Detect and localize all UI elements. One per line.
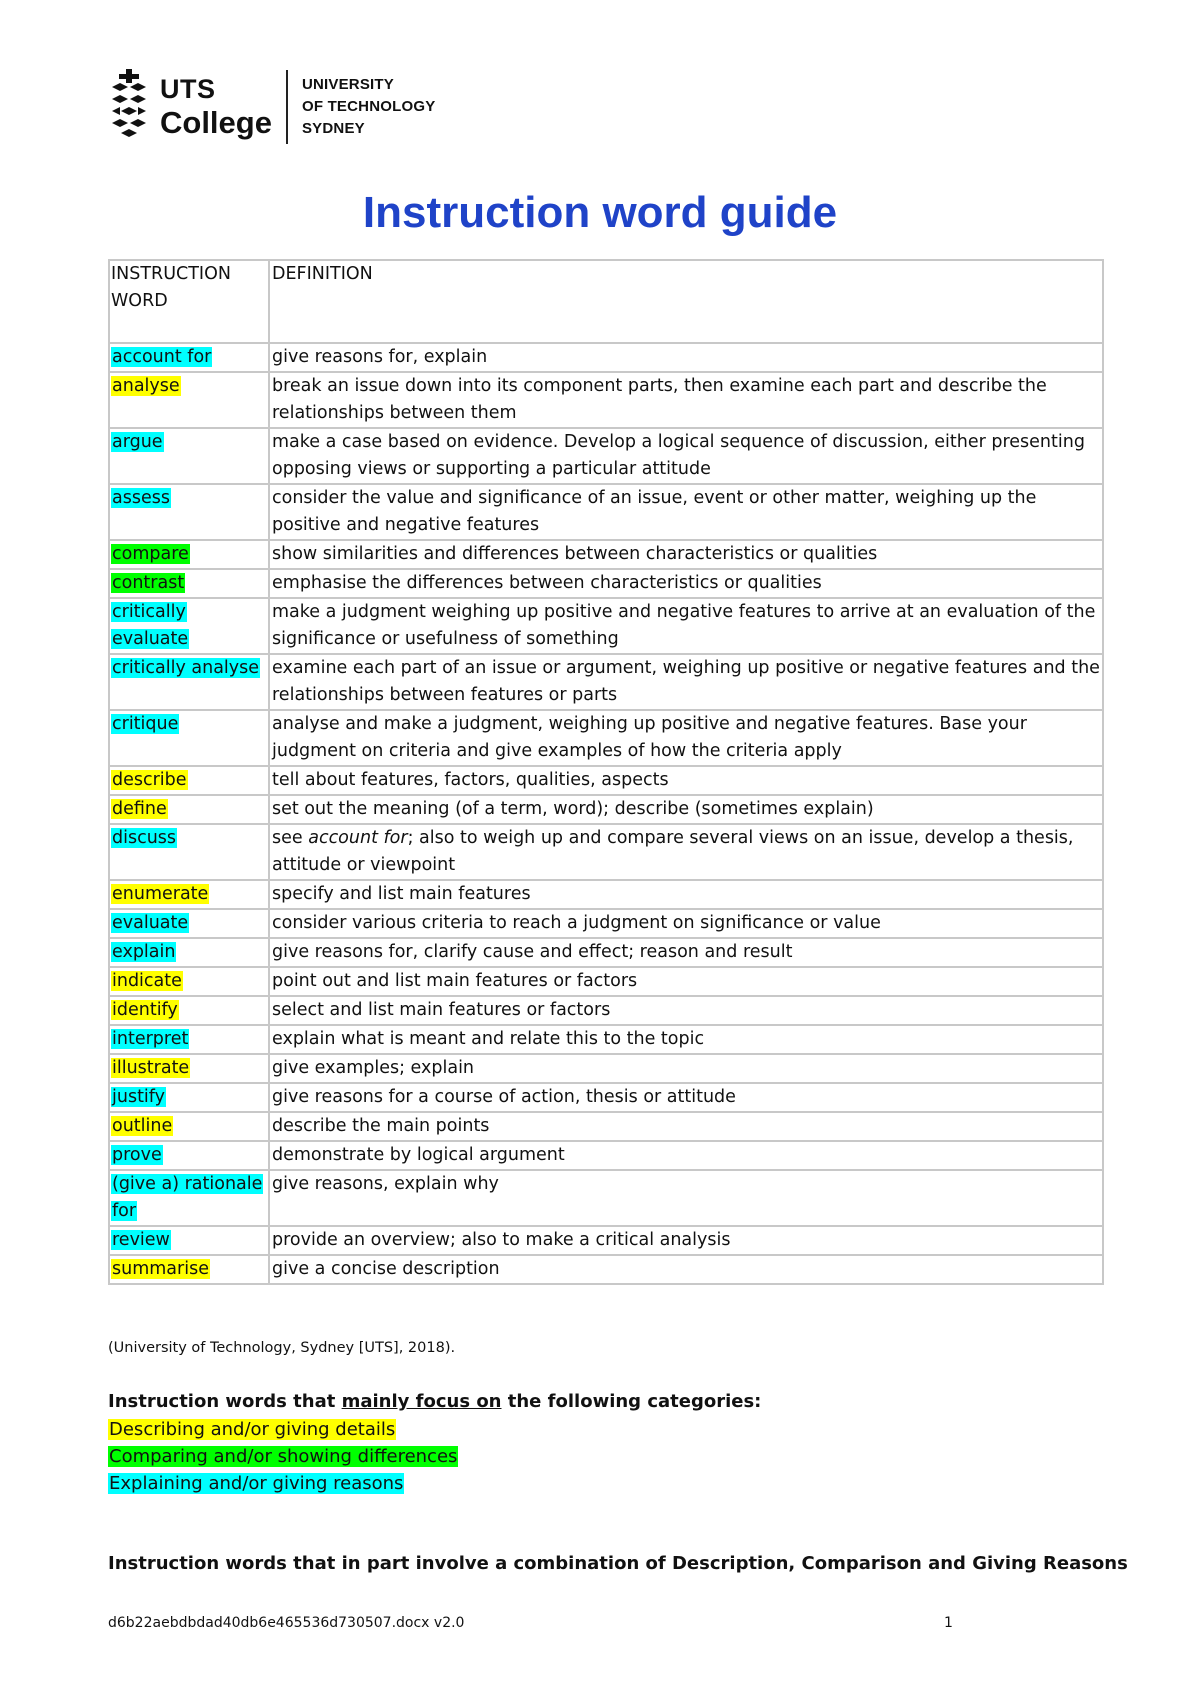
definition-cell: give reasons, explain why [269,1170,1103,1226]
instruction-word-cell [109,996,269,1025]
instruction-word-cell [109,967,269,996]
logo-wordmark [160,76,272,138]
instruction-word-cell [109,540,269,569]
table-row [109,654,1103,710]
definition-cell: give examples; explain [269,1054,1103,1083]
instruction-word: justify [112,1087,166,1107]
definition-cell [269,824,1103,880]
table-row [109,598,1103,654]
table-body [109,260,1103,1284]
category-explaining: Explaining and/or giving reasons [109,1473,404,1494]
category-item [108,1443,458,1470]
instruction-word-cell [109,1141,269,1170]
table-row [109,1112,1103,1141]
definition-cell: give reasons for a course of action, thesis or attitude [269,1083,1103,1112]
table-row [109,967,1103,996]
instruction-word-cell [109,766,269,795]
instruction-word: interpret [112,1029,189,1049]
definition-cell: explain what is meant and relate this to the topic [269,1025,1103,1054]
instruction-word-cell [109,1025,269,1054]
uts-crest-icon [106,69,152,145]
category-item [108,1416,458,1443]
table-row [109,996,1103,1025]
instruction-word: illustrate [112,1058,190,1078]
instruction-word-cell [109,1083,269,1112]
instruction-word-cell [109,598,269,654]
instruction-word-cell [109,909,269,938]
logo-univ-line-2: OF TECHNOLOGY [301,98,436,115]
definition-cell: tell about features, factors, qualities, aspects [269,766,1103,795]
instruction-word-cell [109,824,269,880]
definition-cell: make a judgment weighing up positive and negative features to arrive at an evaluation of the significance or usefulness of something [269,598,1103,654]
categories-heading-post: the following categories: [501,1391,762,1412]
instruction-word-cell [109,569,269,598]
instruction-word: evaluate [112,913,189,933]
combination-heading: Instruction words that in part involve a combination of Description, Comparison and Giving Reasons [108,1553,1128,1574]
table-header-row [109,260,1103,343]
table-row [109,938,1103,967]
logo-uts-text: UTS [160,74,216,104]
uts-college-logo [106,68,435,146]
table-row [109,428,1103,484]
category-comparing: Comparing and/or showing differences [109,1446,458,1467]
categories-heading [108,1391,761,1412]
instruction-word: discuss [112,828,177,848]
header-instruction-word: INSTRUCTION WORD [109,260,269,343]
categories-heading-underlined: mainly focus on [341,1391,502,1412]
logo-divider [286,70,288,144]
instruction-word-cell [109,795,269,824]
table-row [109,484,1103,540]
instruction-word: analyse [112,376,180,396]
categories-list [108,1416,458,1497]
instruction-word: prove [112,1145,162,1165]
categories-heading-pre: Instruction words that [108,1391,342,1412]
table-row [109,710,1103,766]
instruction-word: explain [112,942,176,962]
instruction-word-cell [109,343,269,372]
definition-cell: specify and list main features [269,880,1103,909]
definition-crossref: account for [308,828,408,848]
instruction-word: identify [112,1000,178,1020]
instruction-word: indicate [112,971,182,991]
instruction-word: (give a) rationale for [112,1174,263,1221]
logo-univ-line-1: UNIVERSITY [301,76,394,93]
instruction-word-cell [109,710,269,766]
table-row [109,1054,1103,1083]
definition-cell: emphasise the differences between characteristics or qualities [269,569,1103,598]
instruction-word: outline [112,1116,173,1136]
table-row [109,372,1103,428]
footer-page-number: 1 [944,1615,953,1631]
instruction-word: account for [112,347,212,367]
page-title: Instruction word guide [362,188,838,237]
instruction-word: argue [112,432,163,452]
instruction-word-cell [109,1054,269,1083]
table-row [109,909,1103,938]
category-item [108,1470,458,1497]
instruction-word-cell [109,1226,269,1255]
instruction-word-cell [109,372,269,428]
logo-university-text [302,74,435,140]
instruction-word: critically evaluate [112,602,189,649]
logo-college-text: College [160,105,272,140]
table-row [109,1141,1103,1170]
definition-cell: demonstrate by logical argument [269,1141,1103,1170]
table-row [109,343,1103,372]
definition-cell: make a case based on evidence. Develop a logical sequence of discussion, either presenting opposing views or supporting a particular attitude [269,428,1103,484]
table-row [109,824,1103,880]
header-definition: DEFINITION [269,260,1103,343]
instruction-word: critique [112,714,179,734]
instruction-word-cell [109,938,269,967]
table-row [109,766,1103,795]
instruction-word: contrast [112,573,185,593]
definition-cell: show similarities and differences between characteristics or qualities [269,540,1103,569]
definition-text: see [272,828,309,848]
table-row [109,795,1103,824]
definition-cell: consider the value and significance of an issue, event or other matter, weighing up the positive and negative features [269,484,1103,540]
instruction-word: assess [112,488,170,508]
instruction-word-cell [109,1112,269,1141]
category-describing: Describing and/or giving details [109,1419,396,1440]
definition-cell: break an issue down into its component parts, then examine each part and describe the relationships between them [269,372,1103,428]
definition-cell: give reasons for, clarify cause and effect; reason and result [269,938,1103,967]
definition-cell: describe the main points [269,1112,1103,1141]
table-row [109,540,1103,569]
instruction-word-cell [109,1170,269,1226]
table-row [109,1170,1103,1226]
logo-univ-line-3: SYDNEY [301,120,365,137]
table-row [109,880,1103,909]
definition-cell: point out and list main features or factors [269,967,1103,996]
instruction-word: enumerate [112,884,209,904]
instruction-word-cell [109,654,269,710]
instruction-word-cell [109,428,269,484]
footer-filename: d6b22aebdbdad40db6e465536d730507.docx v2.0 [108,1615,465,1631]
table-row [109,1255,1103,1284]
definition-cell: give reasons for, explain [269,343,1103,372]
table-row [109,1025,1103,1054]
instruction-word: summarise [112,1259,209,1279]
definition-cell: examine each part of an issue or argument, weighing up positive or negative features and the relationships between features or parts [269,654,1103,710]
instruction-word: define [112,799,167,819]
instruction-word-table [108,259,1104,1285]
definition-cell: provide an overview; also to make a critical analysis [269,1226,1103,1255]
instruction-word: compare [112,544,189,564]
table-row [109,1083,1103,1112]
table-row [109,1226,1103,1255]
instruction-word-cell [109,484,269,540]
instruction-word: critically analyse [112,658,260,678]
instruction-word: describe [112,770,187,790]
instruction-word-cell [109,880,269,909]
definition-cell: select and list main features or factors [269,996,1103,1025]
definition-cell: analyse and make a judgment, weighing up positive and negative features. Base your judgment on criteria and give examples of how the criteria apply [269,710,1103,766]
citation: (University of Technology, Sydney [UTS], 2018). [108,1340,456,1356]
instruction-word: review [112,1230,170,1250]
definition-cell: set out the meaning (of a term, word); describe (sometimes explain) [269,795,1103,824]
instruction-word-cell [109,1255,269,1284]
definition-text: ; also to weigh up and compare several views on an issue, develop a thesis, attitude or viewpoint [272,828,1074,875]
definition-cell: give a concise description [269,1255,1103,1284]
table-row [109,569,1103,598]
definition-cell: consider various criteria to reach a judgment on significance or value [269,909,1103,938]
